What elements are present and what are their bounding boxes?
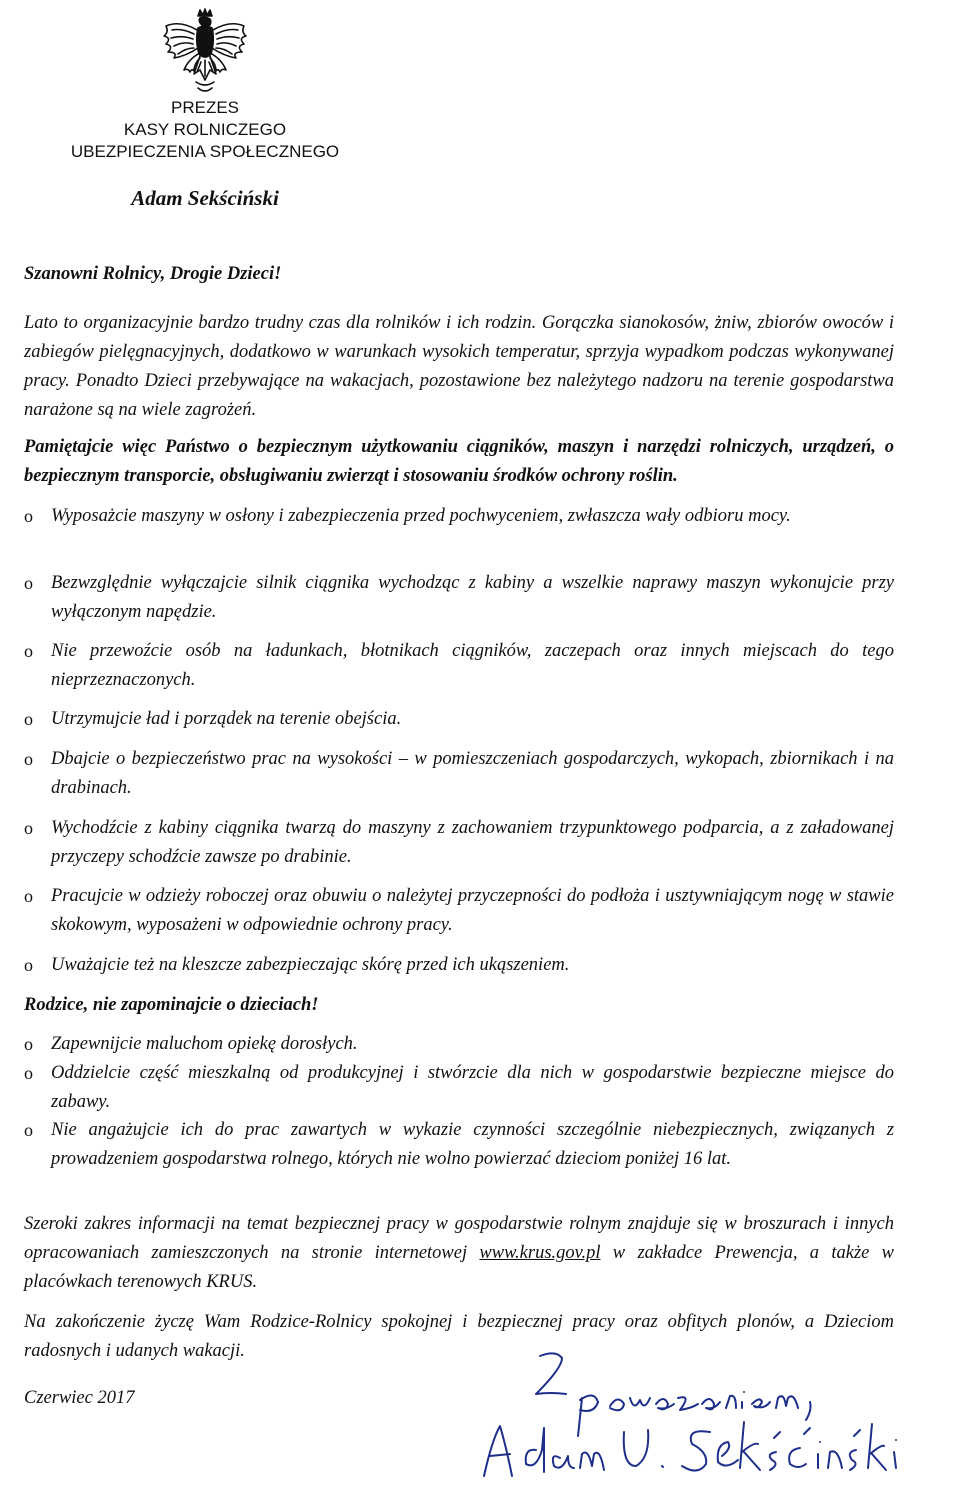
- list-item: [24, 1116, 894, 1174]
- bullet-mark: o: [24, 1120, 33, 1140]
- bullet-mark: o: [24, 573, 33, 593]
- krus-website-link[interactable]: www.krus.gov.pl: [479, 1243, 601, 1263]
- bullet-mark: o: [24, 506, 33, 526]
- list-item: [24, 1059, 894, 1117]
- greeting: Szanowni Rolnicy, Drogie Dzieci!: [24, 264, 282, 284]
- list-item-text: Pracujcie w odzieży roboczej oraz obuwiu o należytej przyczepności do podłoża i usztywniającym nogę w stawie skokowym, wyposażeni w odpowiednie ochrony pracy.: [51, 886, 894, 935]
- handwritten-signature: [470, 1348, 910, 1488]
- list-item-text: Bezwzględnie wyłączajcie silnik ciągnika wychodząc z kabiny a wszelkie naprawy maszyn wykonujcie przy wyłączonym napędzie.: [51, 573, 894, 622]
- list-item: [24, 882, 894, 940]
- office-line: UBEZPIECZENIA SPOŁECZNEGO: [70, 142, 340, 161]
- bullet-mark: o: [24, 749, 33, 769]
- list-item-text: Wyposażcie maszyny w osłony i zabezpieczenia przed pochwyceniem, zwłaszcza wały odbioru mocy.: [51, 506, 791, 526]
- bullet-mark: o: [24, 1034, 33, 1054]
- list-item: [24, 1030, 894, 1059]
- bullet-mark: o: [24, 886, 33, 906]
- closing-paragraph: Na zakończenie życzę Wam Rodzice-Rolnicy spokojnej i bezpiecznej pracy oraz obfitych plonów, a Dzieciom radosnych i udanych wakacji.: [24, 1312, 894, 1361]
- list-item: [24, 637, 894, 695]
- list-item: [24, 705, 894, 734]
- list-item: [24, 951, 894, 980]
- info-paragraph: [24, 1210, 894, 1297]
- parents-heading: Rodzice, nie zapominajcie o dzieciach!: [24, 995, 319, 1015]
- bullet-mark: o: [24, 709, 33, 729]
- list-item-text: Nie przewoźcie osób na ładunkach, błotnikach ciągników, zaczepach oraz innych miejscach do tego nieprzeznaczonych.: [51, 641, 894, 690]
- list-item-text: Zapewnijcie maluchom opiekę dorosłych.: [51, 1034, 358, 1054]
- letter-date: Czerwiec 2017: [24, 1388, 135, 1408]
- author-name: Adam Sekściński: [131, 186, 279, 210]
- office-line: PREZES: [170, 98, 240, 117]
- list-item-text: Oddzielcie część mieszkalną od produkcyjnej i stwórzcie dla nich w gospodarstwie bezpieczne miejsce do zabawy.: [51, 1063, 894, 1112]
- bullet-mark: o: [24, 818, 33, 838]
- list-item: [24, 502, 894, 531]
- bullet-mark: o: [24, 641, 33, 661]
- list-item: [24, 745, 894, 803]
- emphasis-paragraph: Pamiętajcie więc Państwo o bezpiecznym użytkowaniu ciągników, maszyn i narzędzi rolniczych, urządzeń, o bezpiecznym transporcie, obsługiwaniu zwierząt i stosowaniu środków ochrony roślin.: [24, 437, 894, 486]
- info-text: w zakładce Prewencja, a także w placówkach terenowych KRUS.: [24, 1243, 894, 1292]
- list-item-text: Dbajcie o bezpieczeństwo prac na wysokości – w pomieszczeniach gospodarczych, wykopach, zbiornikach i na drabinach.: [51, 749, 894, 798]
- list-item-text: Wychodźcie z kabiny ciągnika twarzą do maszyny z zachowaniem trzypunktowego podparcia, a z załadowanej przyczepy schodźcie zawsze po drabinie.: [51, 818, 894, 867]
- list-item-text: Uważajcie też na kleszcze zabezpieczając skórę przed ich ukąszeniem.: [51, 955, 570, 975]
- office-title: [55, 97, 355, 163]
- list-item-text: Utrzymujcie ład i porządek na terenie obejścia.: [51, 709, 402, 729]
- polish-eagle-emblem-icon: [160, 8, 250, 96]
- list-item: [24, 814, 894, 872]
- intro-paragraph: Lato to organizacyjnie bardzo trudny czas dla rolników i ich rodzin. Gorączka sianokosów, żniw, zbiorów owoców i zabiegów pielęgnacyjnych, dodatkowo w warunkach wysokich temperatur, sprzyja wypadkom podczas wykonywanej pracy. Ponadto Dzieci przebywające na wakacjach, pozostawione bez należytego nadzoru na terenie gospodarstwa narażone są na wiele zagrożeń.: [24, 313, 894, 420]
- info-text: Szeroki zakres informacji na temat bezpiecznej pracy w gospodarstwie rolnym znajduje się w broszurach i innych opracowaniach zamieszczonych na stronie internetowej: [24, 1214, 894, 1263]
- list-item: [24, 569, 894, 627]
- bullet-mark: o: [24, 955, 33, 975]
- list-item-text: Nie angażujcie ich do prac zawartych w wykazie czynności szczególnie niebezpiecznych, związanych z prowadzeniem gospodarstwa rolnego, których nie wolno powierzać dzieciom poniżej 16 lat.: [51, 1120, 894, 1169]
- office-line: KASY ROLNICZEGO: [123, 120, 287, 139]
- bullet-mark: o: [24, 1063, 33, 1083]
